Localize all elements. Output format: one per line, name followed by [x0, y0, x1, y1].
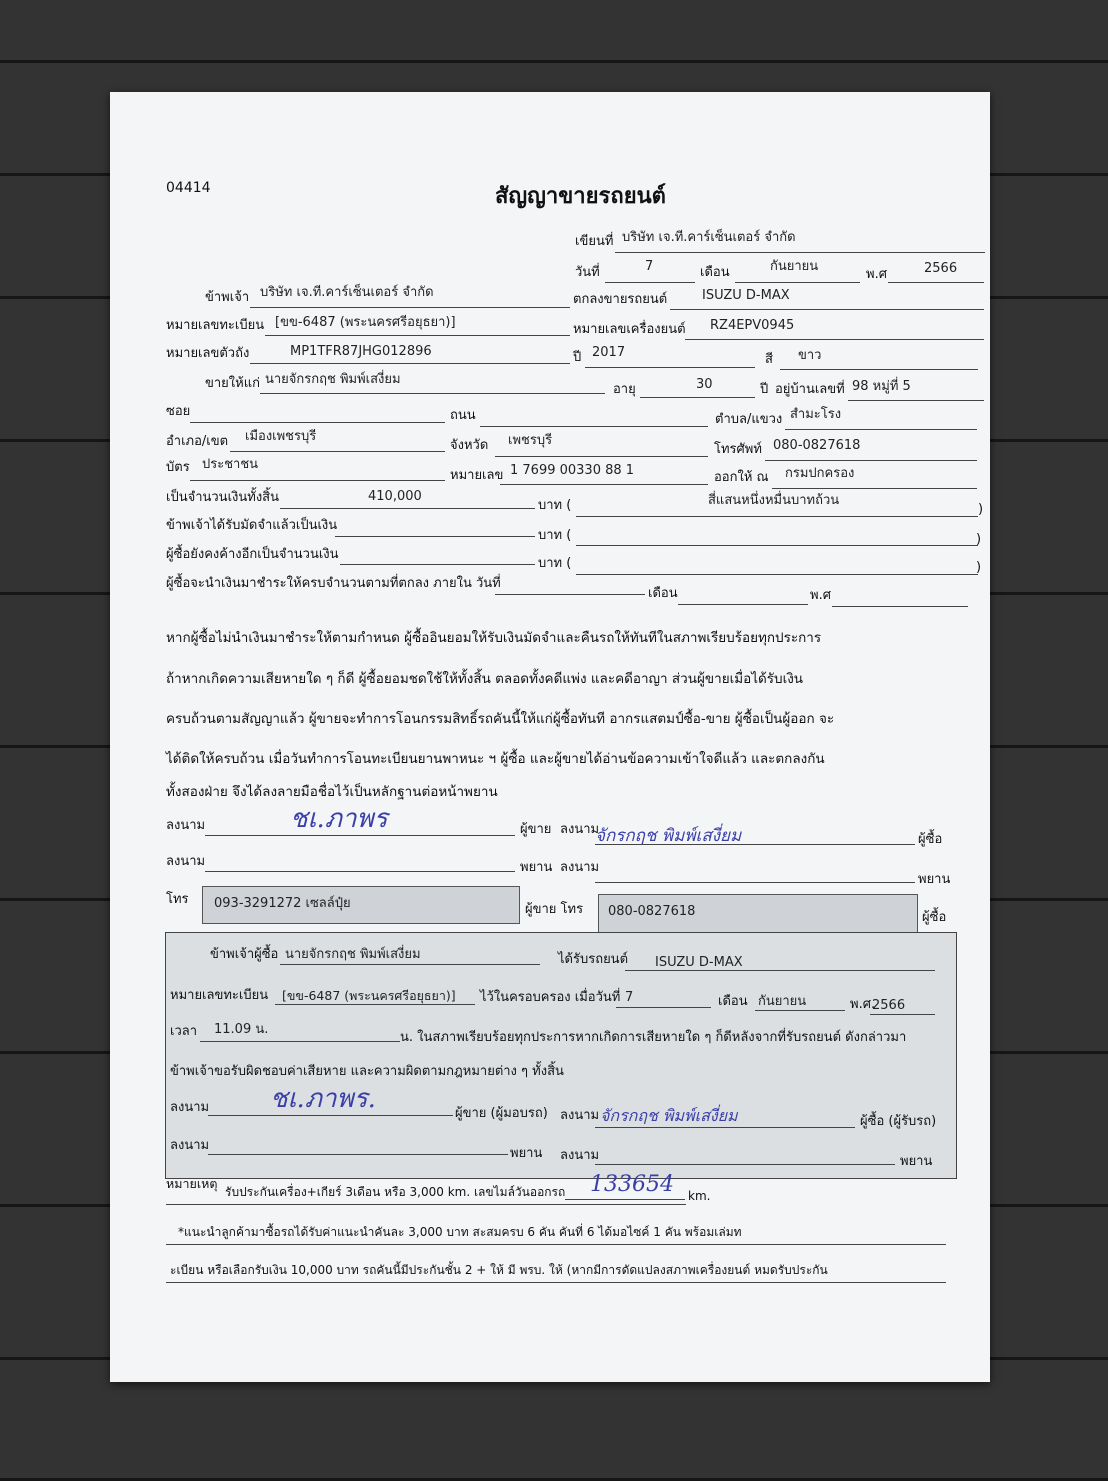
remaining-words-line — [576, 574, 978, 575]
total-words: สี่แสนหนึ่งหมื่นบาทถ้วน — [708, 493, 840, 508]
remaining-line — [340, 564, 535, 565]
receipt-time-label: เวลา — [170, 1024, 198, 1039]
contract-paper — [110, 92, 990, 1382]
notes-warranty: รับประกันเครื่อง+เกียร์ 3เดือน หรือ 3,000 km. เลขไมล์วันออกรถ — [225, 1185, 566, 1199]
buyer-line — [260, 393, 605, 394]
seller-sign-label: ลงนาม — [166, 818, 206, 833]
color-value: ขาว — [798, 348, 822, 363]
total-value: 410,000 — [368, 489, 422, 504]
seller-role: ผู้ขาย — [520, 822, 552, 837]
notes-referral-line-2 — [166, 1282, 946, 1283]
month-label: เดือน — [700, 265, 730, 280]
phone-value: 080-0827618 — [773, 438, 861, 453]
car-model: ISUZU D-MAX — [702, 288, 790, 303]
deposit-baht: บาท ( — [538, 528, 572, 543]
card-value: ประชาชน — [202, 457, 259, 472]
receipt-month-label: เดือน — [718, 994, 748, 1009]
receipt-model-value: ISUZU D-MAX — [655, 955, 743, 970]
registration-label: หมายเลขทะเบียน — [166, 318, 265, 333]
date-year: 2566 — [924, 261, 958, 276]
color-label: สี — [765, 352, 773, 367]
payment-day-line — [495, 594, 645, 595]
receipt-day: 7 — [625, 990, 634, 1005]
notes-referral-1: *แนะนำลูกค้ามาซื้อรถได้รับค่าแนะนำคันละ 3,000 บาท สะสมครบ 6 คัน คันที่ 6 ได้มอไซค์ 1 คัน พร้อมเล่มท — [178, 1225, 742, 1239]
card-label: บัตร — [166, 460, 190, 475]
witness2-sign-line — [595, 882, 915, 883]
receipt-witness1-label: ลงนาม — [170, 1138, 210, 1153]
payment-month-label: เดือน — [648, 586, 678, 601]
witness2-role: พยาน — [918, 872, 951, 887]
date-day: 7 — [645, 259, 654, 274]
engine-line — [685, 339, 984, 340]
receipt-registration-label: หมายเลขทะเบียน — [170, 988, 269, 1003]
written-at-label: เขียนที่ — [575, 234, 614, 249]
card-number-value: 1 7699 00330 88 1 — [510, 463, 635, 478]
card-number-line — [500, 484, 708, 485]
subdistrict-line — [785, 429, 977, 430]
subdistrict-value: สำมะโรง — [790, 407, 842, 422]
province-value: เพชรบุรี — [508, 433, 553, 448]
district-label: อำเภอ/เขต — [166, 434, 229, 449]
age-value: 30 — [696, 377, 713, 392]
terms-line-5: ทั้งสองฝ่าย จึงได้ลงลายมือชื่อไว้เป็นหลักฐานต่อหน้าพยาน — [166, 784, 498, 800]
payment-due-label: ผู้ซื้อจะนำเงินมาชำระให้ครบจำนวนตามที่ตกลง ภายใน วันที่ — [166, 576, 501, 591]
witness1-sign-label: ลงนาม — [166, 854, 206, 869]
notes-referral-2: ะเบียน หรือเลือกรับเงิน 10,000 บาท รถคันนี้มีประกันชั้น 2 + ให้ มี พรบ. ให้ (หากมีการดัดแปลงสภาพเครื่องยนต์ หมดรับประกัน — [170, 1263, 828, 1277]
buyer-sign-label: ลงนาม — [560, 822, 600, 837]
agree-sell-label: ตกลงขายรถยนต์ — [573, 292, 668, 307]
buyer-label: ขายให้แก่ — [205, 376, 260, 391]
total-words-line — [576, 516, 978, 517]
receipt-seller-signature: ชเ.ภาพร. — [270, 1084, 376, 1114]
payment-month-line — [678, 604, 808, 605]
payment-year-label: พ.ศ — [810, 588, 831, 603]
age-label: อายุ — [613, 382, 636, 397]
road-line — [480, 426, 708, 427]
notes-underline-1 — [166, 1204, 686, 1205]
receipt-responsibility: ข้าพเจ้าขอรับผิดชอบค่าเสียหาย และความผิดตามกฎหมายต่าง ๆ ทั้งสิ้น — [170, 1064, 564, 1079]
buyer-role: ผู้ซื้อ — [918, 832, 943, 847]
receipt-time-line — [200, 1041, 400, 1042]
receipt-buyer-sign-label: ลงนาม — [560, 1108, 600, 1123]
issued-label: ออกให้ ณ — [714, 470, 769, 485]
engine-label: หมายเลขเครื่องยนต์ — [573, 322, 686, 337]
remaining-label: ผู้ซื้อยังคงค้างอีกเป็นจำนวนเงิน — [166, 547, 339, 562]
model-year-value: 2017 — [592, 345, 626, 360]
receipt-registration-line — [275, 1004, 475, 1005]
month-line — [735, 282, 860, 283]
date-line — [605, 282, 695, 283]
receipt-time: 11.09 น. — [214, 1022, 269, 1037]
written-at-line — [615, 252, 985, 253]
registration-line — [265, 335, 570, 336]
witness1-sign-line — [205, 871, 515, 872]
seller-phone: 093-3291272 เซลล์ปุ๋ย — [214, 896, 351, 911]
total-line — [280, 508, 535, 509]
receipt-buyer-line — [280, 964, 540, 965]
color-line — [780, 369, 978, 370]
house-label: อยู่บ้านเลขที่ — [775, 382, 845, 397]
district-line — [230, 451, 445, 452]
seller-tel-label: โทร — [166, 892, 189, 907]
receipt-seller-sign-label: ลงนาม — [170, 1100, 210, 1115]
notes-label: หมายเหตุ — [166, 1176, 218, 1191]
terms-line-3: ครบถ้วนตามสัญญาแล้ว ผู้ขายจะทำการโอนกรรมสิทธิ์รถคันนี้ให้แก่ผู้ซื้อทันที อากรแสตมป์ซื้อ-ขาย ผู้ซื้อเป็นผู้ออก จะ — [166, 711, 835, 727]
receipt-month: กันยายน — [758, 994, 807, 1009]
chassis-label: หมายเลขตัวถัง — [166, 346, 250, 361]
phone-line — [765, 460, 977, 461]
mileage-handwritten: 133654 — [590, 1172, 674, 1197]
buyer-tel-label: ผู้ขาย โทร — [525, 902, 584, 917]
subdistrict-label: ตำบล/แขวง — [715, 412, 783, 427]
receipt-buyer-value: นายจักรกฤช พิมพ์เสงี่ยม — [285, 947, 421, 962]
house-line — [848, 400, 984, 401]
chassis-line — [250, 363, 570, 364]
province-line — [495, 456, 708, 457]
date-month: กันยายน — [770, 259, 819, 274]
house-value: 98 หมู่ที่ 5 — [852, 379, 911, 394]
model-year-label: ปี — [573, 350, 582, 365]
seller-line — [250, 307, 570, 308]
receipt-month-line — [755, 1010, 845, 1011]
receipt-seller-role: ผู้ขาย (ผู้มอบรถ) — [455, 1106, 548, 1121]
seller-label: ข้าพเจ้า — [205, 290, 250, 305]
buyer-value: นายจักรกฤช พิมพ์เสงี่ยม — [265, 372, 401, 387]
receipt-witness2-label: ลงนาม — [560, 1148, 600, 1163]
engine-value: RZ4EPV0945 — [710, 318, 795, 333]
date-label: วันที่ — [575, 265, 600, 280]
year-label: พ.ศ — [866, 267, 887, 282]
age-unit: ปี — [760, 382, 769, 397]
witness1-role: พยาน — [520, 860, 553, 875]
deposit-close-paren: ) — [976, 532, 982, 547]
buyer-phone: 080-0827618 — [608, 904, 696, 919]
registration-value: [ขข-6487 (พระนครศรีอยุธยา)] — [275, 315, 456, 330]
receipt-condition: น. ในสภาพเรียบร้อยทุกประการหากเกิดการเสียหายใด ๆ ก็ดีหลังจากที่รับรถยนต์ ดังกล่าวมา — [400, 1030, 907, 1045]
issued-line — [772, 488, 977, 489]
road-label: ถนน — [450, 408, 476, 423]
receipt-day-line — [616, 1007, 711, 1008]
receipt-received-label: ได้รับรถยนต์ — [558, 952, 629, 967]
chassis-value: MP1TFR87JHG012896 — [290, 344, 432, 359]
deposit-line — [335, 536, 535, 537]
document-title: สัญญาขายรถยนต์ — [495, 184, 666, 209]
remaining-baht: บาท ( — [538, 556, 572, 571]
receipt-registration-value: [ขข-6487 (พระนครศรีอยุธยา)] — [282, 988, 456, 1003]
soi-line — [190, 422, 445, 423]
total-baht: บาท ( — [538, 498, 572, 513]
receipt-witness2-role: พยาน — [900, 1154, 933, 1169]
deposit-words-line — [576, 545, 978, 546]
terms-line-2: ถ้าหากเกิดความเสียหายใด ๆ ก็ดี ผู้ซื้อยอมชดใช้ให้ทั้งสิ้น ตลอดทั้งคดีแพ่ง และคดีอาญา ส่วนผู้ขายเมื่อได้รับเงิน — [166, 671, 804, 687]
buyer-tel-role: ผู้ซื้อ — [922, 910, 947, 925]
payment-year-line — [832, 606, 968, 607]
receipt-witness1-line — [208, 1154, 508, 1155]
terms-line-4: ได้ติดให้ครบถ้วน เมื่อวันทำการโอนทะเบียนยานพาหนะ ฯ ผู้ซื้อ และผู้ขายได้อ่านข้อความเข้าใจดีแล้ว และตกลงกัน — [166, 751, 825, 767]
receipt-witness2-line — [595, 1164, 895, 1165]
total-label: เป็นจำนวนเงินทั้งสิ้น — [166, 490, 279, 505]
receipt-year-line — [870, 1014, 935, 1015]
deposit-label: ข้าพเจ้าได้รับมัดจำแล้วเป็นเงิน — [166, 518, 338, 533]
notes-km: km. — [688, 1189, 711, 1203]
receipt-buyer-role: ผู้ซื้อ (ผู้รับรถ) — [860, 1114, 937, 1129]
buyer-signature: จักรกฤช พิมพ์เสงี่ยม — [595, 826, 742, 846]
phone-label: โทรศัพท์ — [714, 442, 762, 457]
document-number: 04414 — [166, 180, 211, 196]
seller-value: บริษัท เจ.ที.คาร์เซ็นเตอร์ จำกัด — [260, 285, 434, 300]
seller-signature: ชเ.ภาพร — [290, 804, 388, 834]
witness2-sign-label: ลงนาม — [560, 860, 600, 875]
soi-label: ซอย — [166, 404, 191, 419]
table-plank — [0, 0, 1108, 63]
model-line — [670, 309, 984, 310]
province-label: จังหวัด — [450, 438, 489, 453]
receipt-year: 2566 — [872, 998, 906, 1013]
terms-line-1: หากผู้ซื้อไม่นำเงินมาชำระให้ตามกำหนด ผู้ซื้ออินยอมให้รับเงินมัดจำและคืนรถให้ทันทีในสภาพเรียบร้อยทุกประการ — [166, 630, 822, 646]
year-line — [888, 282, 984, 283]
receipt-year-label: พ.ศ. — [850, 997, 876, 1012]
written-at-value: บริษัท เจ.ที.คาร์เซ็นเตอร์ จำกัด — [622, 230, 796, 245]
age-line — [640, 397, 755, 398]
notes-referral-line-1 — [166, 1244, 946, 1245]
card-line — [190, 480, 445, 481]
notes-mileage-line — [565, 1199, 685, 1200]
remaining-close-paren: ) — [976, 560, 982, 575]
total-close-paren: ) — [978, 502, 984, 517]
issued-value: กรมปกครอง — [785, 466, 855, 481]
card-number-label: หมายเลข — [450, 468, 504, 483]
receipt-buyer-label: ข้าพเจ้าผู้ซื้อ — [210, 947, 279, 962]
district-value: เมืองเพชรบุรี — [245, 429, 317, 444]
model-year-line — [585, 367, 755, 368]
receipt-witness1-role: พยาน — [510, 1146, 543, 1161]
receipt-possess-label: ไว้ในครอบครอง เมื่อวันที่ — [480, 990, 621, 1005]
receipt-buyer-signature: จักรกฤช พิมพ์เสงี่ยม — [600, 1106, 738, 1125]
